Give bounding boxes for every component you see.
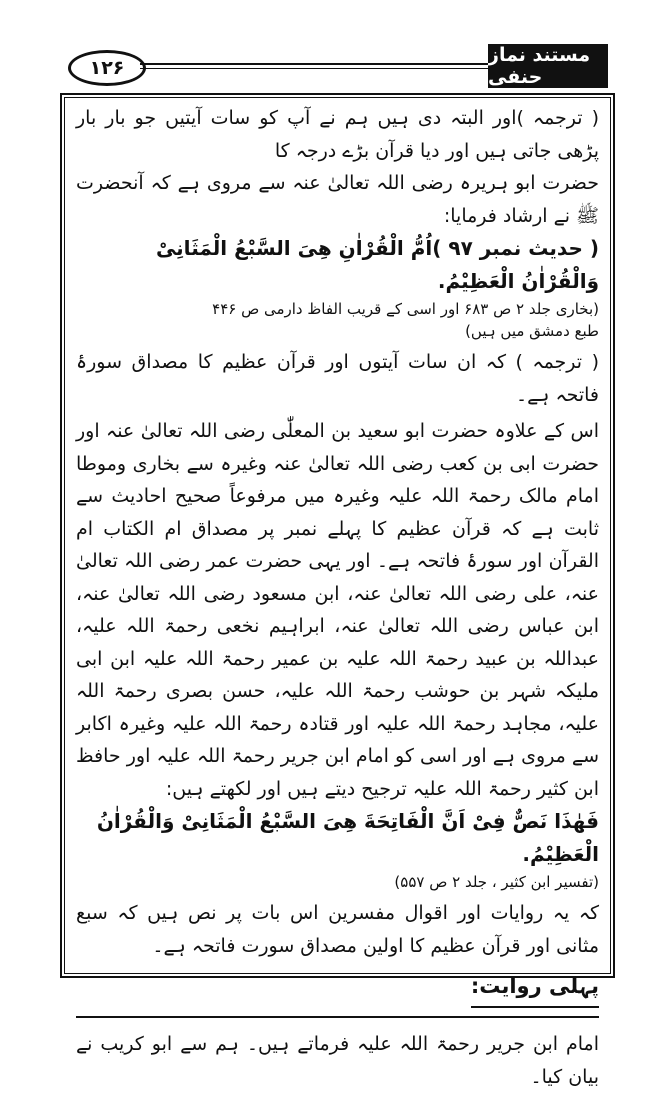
book-title: مستند نماز حنفی [488, 44, 608, 88]
page-body [76, 102, 599, 1093]
section-heading: پہلی روایت: [471, 968, 599, 1008]
reference-bukhari-line-2: طبع دمشق میں ہیں) [465, 322, 599, 340]
header-rule [140, 63, 488, 65]
narration-intro: حضرت ابو ہریرہ رضی اللہ تعالیٰ عنہ سے مروی ہے کہ آنحضرت ﷺ نے ارشاد فرمایا: [76, 172, 599, 227]
hadith-arabic: ( حدیث نمبر ۹۷ )اُمُّ الْقُرْاٰنِ هِیَ السَّبْعُ الْمَثَانِیْ وَالْقُرْاٰنُ الْعَظِیْمُ. [155, 236, 599, 293]
first-narration-paragraph: امام ابن جریر رحمۃ اللہ علیہ فرماتے ہیں۔ ہم سے ابو کریب نے بیان کیا۔ [76, 1033, 599, 1088]
reference-ibn-kathir: (تفسیر ابن کثیر ، جلد ۲ ص ۵۵۷) [394, 873, 599, 891]
section-divider [76, 1016, 599, 1018]
translation-paragraph-1: ( ترجمہ )اور البتہ دی ہیں ہم نے آپ کو سات آیتیں جو بار بار پڑھی جاتی ہیں اور دیا قرآن بڑے درجہ کا [76, 107, 599, 162]
tafsir-quote-arabic: فَهٰذَا نَصٌّ فِیْ اَنَّ الْفَاتِحَةَ هِیَ السَّبْعُ الْمَثَانِیْ وَالْقُرْاٰنُ الْعَظِیْمُ. [96, 809, 599, 866]
header-rule-thin [140, 68, 488, 69]
conclusion-paragraph: کہ یہ روایات اور اقوال مفسرین اس بات پر نص ہیں کہ سبع مثانی اور قرآن عظیم کا اولین مصداق سورت فاتحہ ہے۔ [76, 902, 599, 957]
page-number: ۱۲۶ [68, 50, 146, 86]
explanation-paragraph: اس کے علاوہ حضرت ابو سعید بن المعلّٰی رضی اللہ تعالیٰ عنہ اور حضرت ابی بن کعب رضی اللہ تعالیٰ عنہ وغیرہ سے بخاری وموطا امام مالک رحمۃ اللہ علیہ وغیرہ میں مرفوعاً صحیح احادیث سے ثابت ہے کہ قرآن عظیم کا پہلے نمبر پر مصداق ام الکتاب ام القرآن اور سورۂ فاتحہ ہے۔ اور یہی حضرت عمر رضی اللہ تعالیٰ عنہ، علی رضی اللہ تعالیٰ عنہ، ابن مسعود رضی اللہ تعالیٰ عنہ، ابن عباس رضی اللہ تعالیٰ عنہ، ابراہیم نخعی رحمۃ اللہ علیہ، عبداللہ بن عبید رحمۃ اللہ علیہ بن عمیر رحمۃ اللہ علیہ ابن ابی ملیکہ شہر بن حوشب رحمۃ اللہ علیہ، حسن بصری رحمۃ اللہ علیہ، مجاہد رحمۃ اللہ علیہ اور قتادہ رحمۃ اللہ علیہ وغیرہ اکابر سے مروی ہے اور اسی کو امام ابن جریر رحمۃ اللہ علیہ اور حافظ ابن کثیر رحمۃ اللہ علیہ ترجیح دیتے ہیں اور لکھتے ہیں: [76, 420, 599, 800]
reference-bukhari-line-1: (بخاری جلد ۲ ص ۶۸۳ اور اسی کے قریب الفاظ دارمی ص ۴۴۶ [212, 300, 599, 318]
translation-paragraph-2: ( ترجمہ ) کہ ان سات آیتوں اور قرآن عظیم کا مصداق سورۂ فاتحہ ہے۔ [76, 351, 599, 406]
